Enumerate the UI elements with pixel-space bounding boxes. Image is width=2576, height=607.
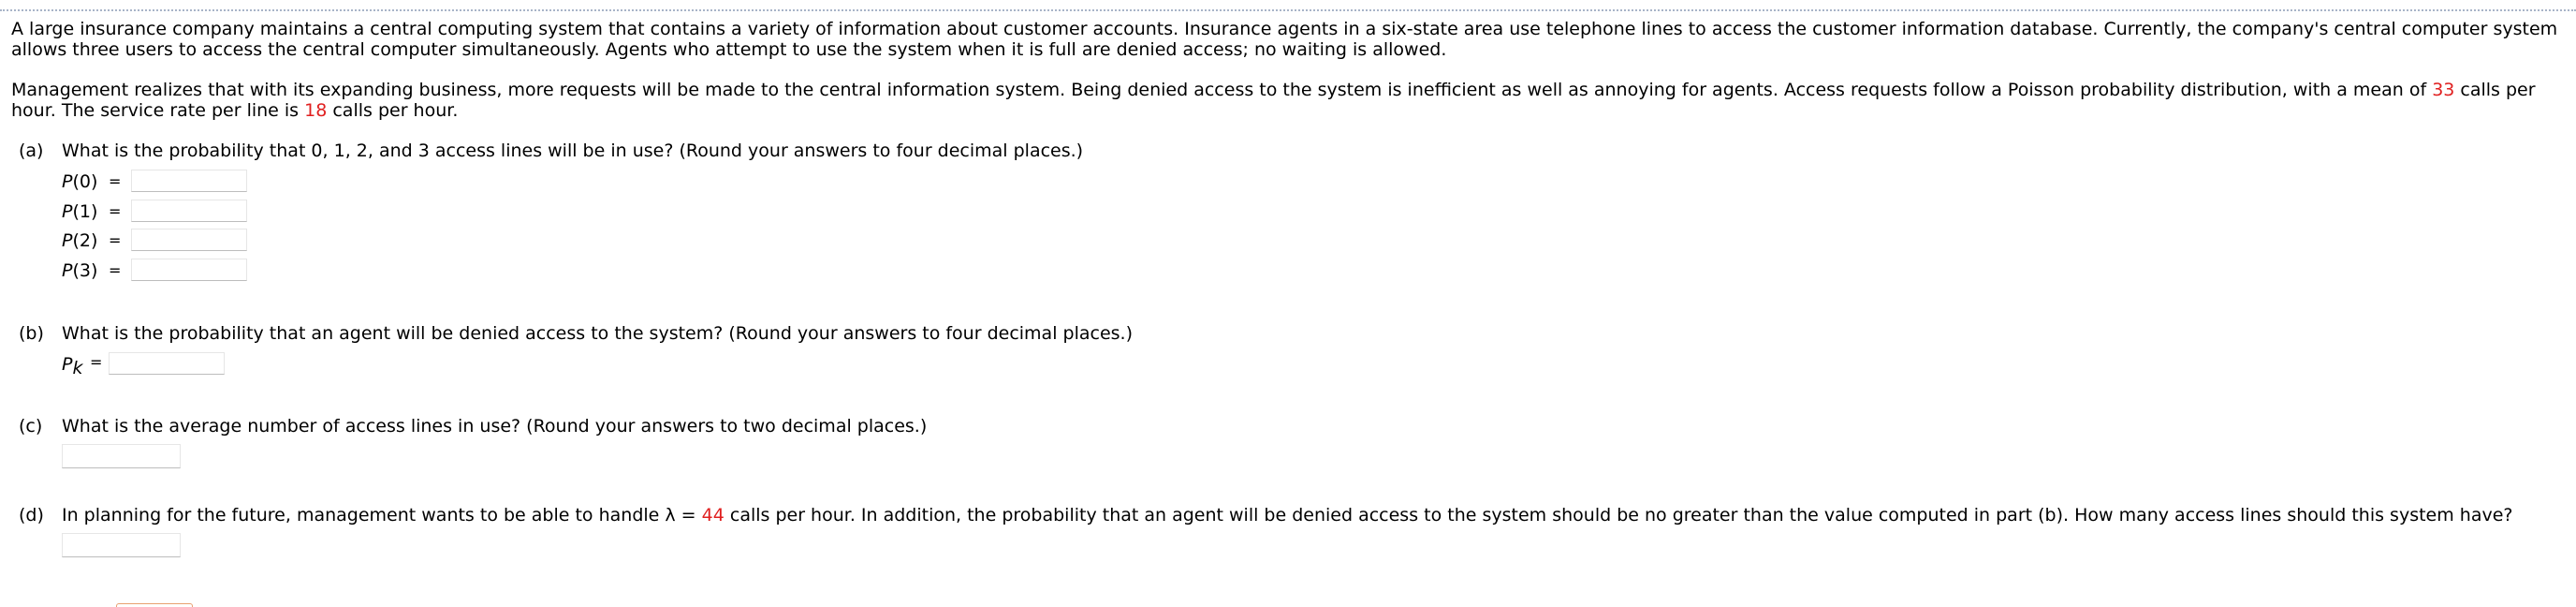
part-c-text: What is the average number of access lines in use? (Round your answers to two decimal places.) bbox=[62, 416, 928, 437]
intro-paragraph-2-text-a: Management realizes that with its expanding business, more requests will be made to the central information system. Being denied access to the system is inefficient as well as annoying for agents. Access requests follow a Poisson probability distribution, with a mean of bbox=[11, 80, 2433, 100]
pk-input[interactable] bbox=[109, 352, 225, 375]
p3-label-arg: (3) bbox=[72, 260, 98, 281]
part-c-letter: (c) bbox=[19, 416, 43, 437]
part-d-letter: (d) bbox=[19, 505, 44, 526]
p1-input[interactable] bbox=[131, 200, 247, 222]
intro-paragraph-1: A large insurance company maintains a central computing system that contains a variety of information about customer accounts. Insurance agents in a six-state area use telephone lines to access the customer information database. Currently, the company's central computer system allows three users to access the central computer simultaneously. Agents who attempt to use the system when it is full are denied access; no waiting is allowed. bbox=[11, 19, 2558, 60]
p1-label-arg: (1) bbox=[72, 201, 98, 222]
p3-equals: = bbox=[109, 261, 122, 279]
p0-equals: = bbox=[109, 172, 122, 190]
top-dotted-divider bbox=[0, 9, 2576, 11]
intro-paragraph-2 bbox=[11, 80, 2562, 121]
average-lines-input[interactable] bbox=[62, 444, 181, 468]
part-d-text-b: calls per hour. In addition, the probability that an agent will be denied access to the system should be no greater than the value computed in part (b). How many access lines should this system have? bbox=[724, 505, 2513, 526]
p3-label bbox=[62, 258, 97, 284]
part-b-letter: (b) bbox=[19, 323, 44, 344]
intro-paragraph-2-text-b: calls per hour. The service rate per line is bbox=[11, 80, 2536, 121]
part-d-text-a: In planning for the future, management wants to be able to handle λ = bbox=[62, 505, 702, 526]
submit-button-edge[interactable] bbox=[116, 603, 193, 607]
p2-equals: = bbox=[109, 231, 122, 249]
mean-calls-value: 33 bbox=[2432, 80, 2455, 100]
p0-label-arg: (0) bbox=[72, 171, 98, 192]
pk-label-sub: k bbox=[72, 358, 83, 378]
intro-paragraph-2-text-c: calls per hour. bbox=[327, 100, 459, 121]
p0-label bbox=[62, 169, 97, 195]
part-a-letter: (a) bbox=[19, 141, 44, 161]
p2-input[interactable] bbox=[131, 229, 247, 251]
part-a-text: What is the probability that 0, 1, 2, and 3 access lines will be in use? (Round your answers to four decimal places.) bbox=[62, 141, 1084, 161]
lambda-value: 44 bbox=[701, 505, 724, 526]
p2-label bbox=[62, 228, 97, 254]
p1-label bbox=[62, 199, 97, 225]
p2-label-p: P bbox=[62, 230, 73, 251]
p1-equals: = bbox=[109, 202, 122, 220]
part-d-text bbox=[62, 505, 2512, 526]
pk-equals: = bbox=[90, 353, 103, 371]
p1-label-p: P bbox=[62, 201, 73, 222]
access-lines-input[interactable] bbox=[62, 533, 181, 557]
p2-label-arg: (2) bbox=[72, 230, 98, 251]
pk-label bbox=[62, 351, 82, 378]
pk-label-p: P bbox=[62, 354, 73, 375]
p3-input[interactable] bbox=[131, 259, 247, 281]
p0-label-p: P bbox=[62, 171, 73, 192]
service-rate-value: 18 bbox=[304, 100, 328, 121]
part-b-text: What is the probability that an agent will be denied access to the system? (Round your answers to four decimal places.) bbox=[62, 323, 1133, 344]
p3-label-p: P bbox=[62, 260, 73, 281]
p0-input[interactable] bbox=[131, 170, 247, 192]
